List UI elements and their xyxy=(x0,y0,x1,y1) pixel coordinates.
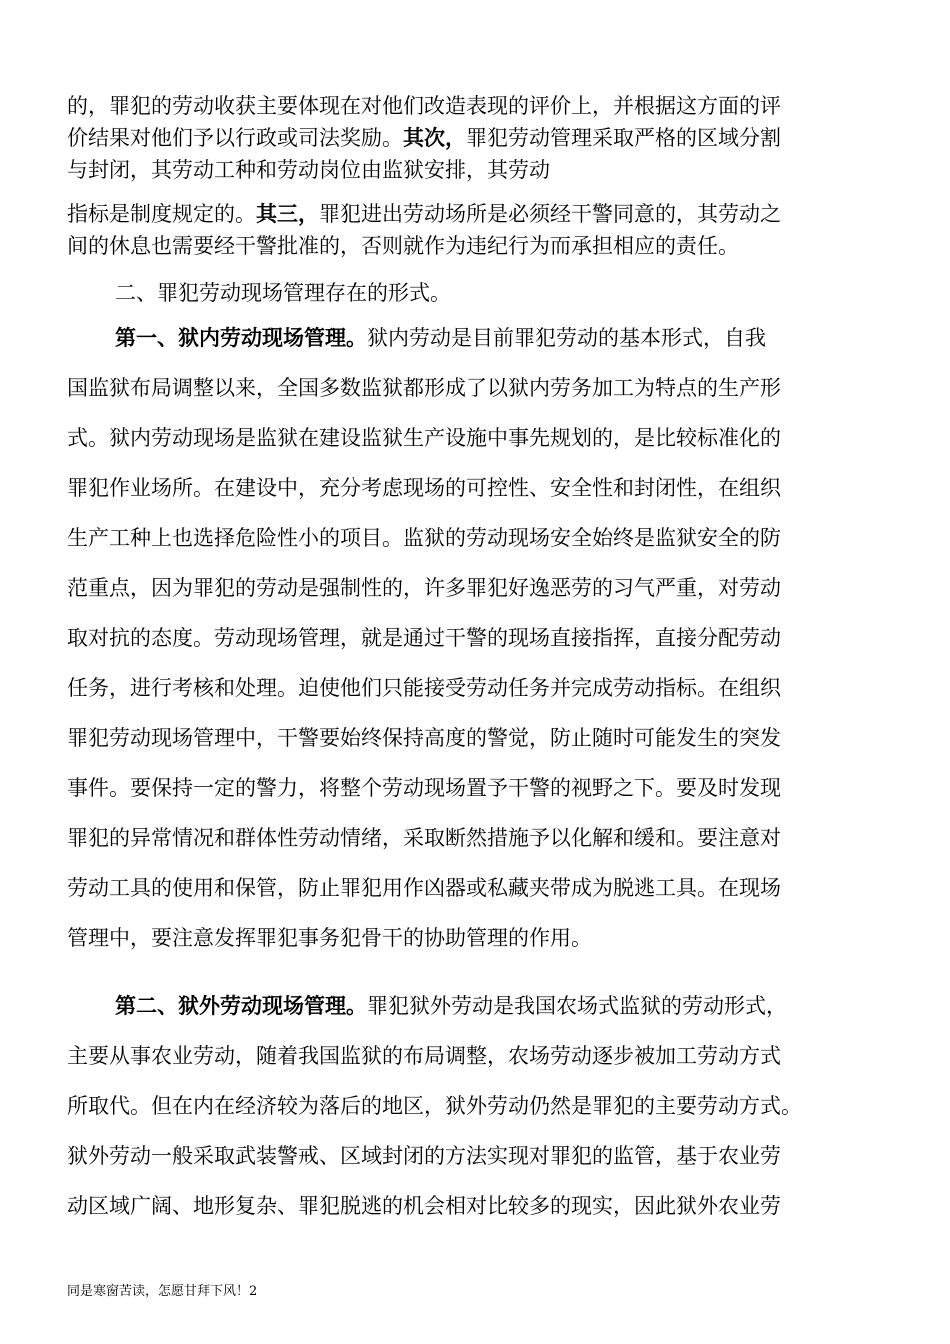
text-line: 第二、狱外劳动现场管理。罪犯狱外劳动是我国农场式监狱的劳动形式， xyxy=(115,994,787,1018)
paragraph-continuation-1 xyxy=(67,90,897,186)
paragraph-continuation-2 xyxy=(67,198,897,262)
text-line: 管理中，要注意发挥罪犯事务犯骨干的协助管理的作用。 xyxy=(67,926,592,950)
text-line: 所取代。但在内在经济较为落后的地区，狱外劳动仍然是罪犯的主要劳动方式。 xyxy=(67,1094,802,1118)
text-line: 式。狱内劳动现场是监狱在建设监狱生产设施中事先规划的，是比较标准化的 xyxy=(67,426,781,450)
section-2-lead: 第二、狱外劳动现场管理。 xyxy=(115,994,367,1018)
text-line: 狱外劳动一般采取武装警戒、区域封闭的方法实现对罪犯的监管，基于农业劳 xyxy=(67,1144,781,1168)
text-line: 指标是制度规定的。其三，罪犯进出劳动场所是必须经干警同意的，其劳动之 xyxy=(67,202,781,226)
bold-term-third: 其三， xyxy=(256,202,319,226)
text-line: 罪犯劳动现场管理中，干警要始终保持高度的警觉，防止随时可能发生的突发 xyxy=(67,726,781,750)
text-line: 动区域广阔、地形复杂、罪犯脱逃的机会相对比较多的现实，因此狱外农业劳 xyxy=(67,1194,781,1218)
text-line: 价结果对他们予以行政或司法奖励。其次，罪犯劳动管理采取严格的区域分割 xyxy=(67,126,781,150)
text-line: 任务，进行考核和处理。迫使他们只能接受劳动任务并完成劳动指标。在组织 xyxy=(67,676,781,700)
text-line: 罪犯的异常情况和群体性劳动情绪，采取断然措施予以化解和缓和。要注意对 xyxy=(67,826,781,850)
text-line: 国监狱布局调整以来，全国多数监狱都形成了以狱内劳务加工为特点的生产形 xyxy=(67,376,781,400)
text-line: 范重点，因为罪犯的劳动是强制性的，许多罪犯好逸恶劳的习气严重，对劳动 xyxy=(67,576,781,600)
section-heading-2: 二、罪犯劳动现场管理存在的形式。 xyxy=(115,281,451,305)
text-line: 生产工种上也选择危险性小的项目。监狱的劳动现场安全始终是监狱安全的防 xyxy=(67,526,781,550)
text-line: 的，罪犯的劳动收获主要体现在对他们改造表现的评价上，并根据这方面的评 xyxy=(67,94,781,118)
section-2-paragraph xyxy=(67,981,897,1231)
section-1-lead: 第一、狱内劳动现场管理。 xyxy=(115,326,367,350)
text-line: 事件。要保持一定的警力，将整个劳动现场置予干警的视野之下。要及时发现 xyxy=(67,776,781,800)
text-line: 劳动工具的使用和保管，防止罪犯用作凶器或私藏夹带成为脱逃工具。在现场 xyxy=(67,876,781,900)
bold-term-second: 其次， xyxy=(403,126,466,150)
text-line: 主要从事农业劳动，随着我国监狱的布局调整，农场劳动逐步被加工劳动方式 xyxy=(67,1044,781,1068)
section-1-paragraph xyxy=(67,313,897,963)
page-footer: 同是寒窗苦读，怎愿甘拜下风！2 xyxy=(67,1284,258,1299)
text-line: 第一、狱内劳动现场管理。狱内劳动是目前罪犯劳动的基本形式，自我 xyxy=(115,326,766,350)
text-line: 与封闭，其劳动工种和劳动岗位由监狱安排，其劳动 xyxy=(67,158,550,182)
text-line: 间的休息也需要经干警批准的，否则就作为违纪行为而承担相应的责任。 xyxy=(67,234,739,258)
text-line: 罪犯作业场所。在建设中，充分考虑现场的可控性、安全性和封闭性，在组织 xyxy=(67,476,781,500)
text-line: 取对抗的态度。劳动现场管理，就是通过干警的现场直接指挥，直接分配劳动 xyxy=(67,626,781,650)
